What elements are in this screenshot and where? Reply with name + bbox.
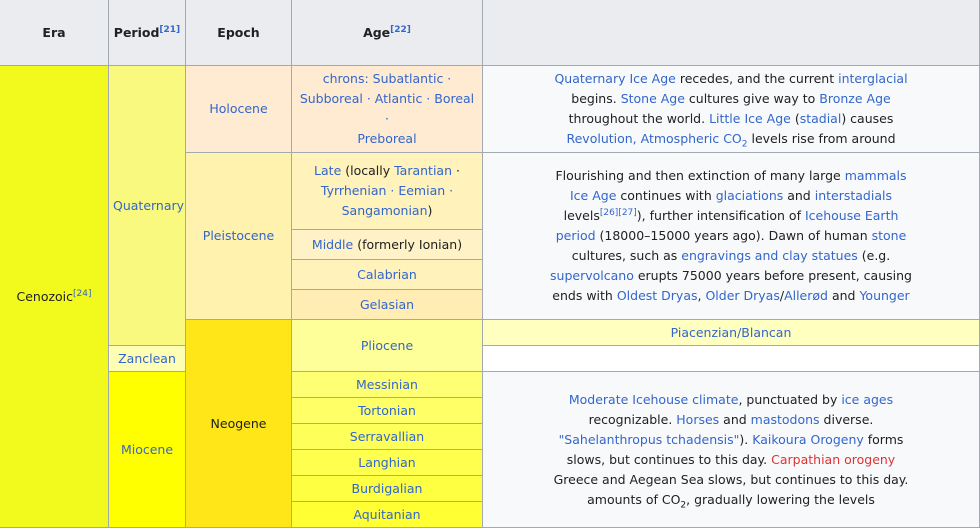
event-text: , punctuated by: [738, 391, 842, 407]
epoch-miocene: [109, 372, 186, 528]
event-text: continues with: [616, 188, 716, 203]
age-piacenzian-link[interactable]: Piacenzian/Blancan: [670, 324, 792, 340]
epoch-holocene: [186, 66, 292, 153]
event-text: ) causes: [841, 111, 894, 126]
age-zanclean-link[interactable]: Zanclean: [118, 350, 176, 366]
ref-link[interactable]: [21]: [159, 24, 181, 35]
age-piacenzian: [483, 320, 980, 346]
header-age: Age[22]: [292, 0, 483, 66]
event-text: throughout the world.: [568, 111, 710, 126]
row-holocene: [0, 66, 980, 153]
period-quaternary-link[interactable]: Quaternary: [113, 197, 185, 213]
row-messinian: [0, 372, 980, 398]
event-link[interactable]: period: [555, 228, 596, 243]
event-link[interactable]: Oldest Dryas: [616, 288, 698, 303]
event-link[interactable]: Little Ice Age: [709, 111, 791, 126]
event-text: /: [779, 288, 785, 303]
age-calabrian: [292, 260, 483, 290]
events-pleistocene: [483, 153, 980, 320]
age-aquitanian-link[interactable]: Aquitanian: [353, 506, 421, 522]
age-chrons-line1[interactable]: chrons: Subatlantic ·: [322, 71, 452, 86]
epoch-pliocene-link[interactable]: Pliocene: [360, 337, 414, 353]
age-serravallian: [292, 424, 483, 450]
event-text: cultures give way to: [684, 91, 820, 106]
age-tyrrhenian-eemian-link[interactable]: Tyrrhenian · Eemian ·: [320, 183, 454, 198]
event-link[interactable]: glaciations: [715, 188, 784, 203]
age-serravallian-link[interactable]: Serravallian: [349, 428, 425, 444]
event-link[interactable]: Icehouse Earth: [804, 208, 899, 223]
event-link[interactable]: ice ages: [841, 391, 894, 407]
age-holocene-chrons: [292, 66, 483, 153]
epoch-pleistocene: [186, 153, 292, 320]
event-link[interactable]: Ice Age: [570, 188, 617, 203]
age-chrons-line2[interactable]: Subboreal · Atlantic · Boreal ·: [299, 91, 475, 126]
age-calabrian-link[interactable]: Calabrian: [357, 266, 417, 282]
age-zanclean: [109, 346, 186, 372]
event-link[interactable]: Kaikoura Orogeny: [752, 431, 864, 447]
age-tarantian-link[interactable]: Tarantian: [394, 163, 452, 178]
header-events: [483, 0, 980, 66]
event-text: (: [790, 111, 800, 126]
ref-link[interactable]: [26][27]: [599, 207, 637, 218]
event-text: (18000–15000 years ago). Dawn of human: [595, 228, 872, 243]
event-link-missing[interactable]: Carpathian orogeny: [771, 451, 896, 467]
age-aquitanian: [292, 502, 483, 528]
event-link[interactable]: Allerød: [784, 288, 828, 303]
event-text: and: [827, 288, 860, 303]
event-text: erupts 75000 years before present, causing: [633, 268, 912, 283]
event-link[interactable]: Revolution, Atmospheric CO: [566, 131, 742, 146]
event-link[interactable]: "Sahelanthropus tchadensis": [558, 431, 740, 447]
event-text: ), further intensification of: [636, 208, 805, 223]
event-text: recognizable.: [588, 411, 677, 427]
ref-link[interactable]: [22]: [390, 24, 411, 35]
age-messinian-link[interactable]: Messinian: [356, 376, 418, 392]
age-middle: Middle (formerly Ionian): [292, 230, 483, 260]
event-text: and: [783, 188, 815, 203]
event-link[interactable]: Younger: [859, 288, 910, 303]
epoch-pliocene: [292, 320, 483, 372]
event-text: slows, but continues to this day.: [566, 451, 772, 467]
event-link[interactable]: Quaternary Ice Age: [554, 71, 676, 86]
event-link[interactable]: mammals: [844, 168, 907, 183]
event-link[interactable]: interglacial: [838, 71, 908, 86]
event-link[interactable]: supervolcano: [550, 268, 634, 283]
ref-link[interactable]: [24]: [73, 288, 92, 299]
event-text: , gradually lowering the levels: [686, 491, 875, 507]
events-holocene: [483, 66, 980, 153]
period-neogene: [186, 320, 292, 528]
event-text: levels rise from around: [747, 131, 896, 146]
era-cenozoic-link[interactable]: Cenozoic: [16, 288, 74, 304]
event-text: cultures, such as: [571, 248, 682, 263]
event-text: amounts of CO: [587, 491, 681, 507]
event-text: Greece and Aegean Sea slows, but continues to this day.: [553, 471, 909, 487]
age-chrons-line3[interactable]: Preboreal: [357, 131, 417, 146]
event-link[interactable]: mastodons: [750, 411, 820, 427]
event-link[interactable]: stadial: [799, 111, 842, 126]
events-miocene: Moderate Icehouse climate, punctuated by ice ages recognizable. Horses and mastodons diverse. "Sahelanthropus tchadensis"). Kaikoura Orogeny forms slows, but continues to this day. Carpathian orogeny Greece and Aegean Sea slows, but continues to this day. amounts of $CO_2$, gradually lowering the levels: [483, 372, 980, 528]
row-zanclean: [0, 346, 980, 372]
event-text: diverse.: [819, 411, 874, 427]
age-messinian: [292, 372, 483, 398]
epoch-miocene-link[interactable]: Miocene: [120, 441, 174, 457]
era-cenozoic-cell: [0, 66, 109, 528]
age-tortonian-link[interactable]: Tortonian: [358, 402, 416, 418]
age-burdigalian-link[interactable]: Burdigalian: [351, 480, 423, 496]
event-text: Flourishing and then extinction of many large: [555, 168, 845, 183]
event-link[interactable]: Older Dryas: [705, 288, 780, 303]
event-text: ).: [739, 431, 753, 447]
age-tortonian: [292, 398, 483, 424]
age-gelasian-link[interactable]: Gelasian: [359, 296, 415, 312]
age-sangamonian-link[interactable]: Sangamonian: [341, 203, 428, 218]
event-text: forms: [863, 431, 904, 447]
header-era: Era: [0, 0, 109, 66]
period-neogene-link[interactable]: Neogene: [210, 415, 267, 431]
age-burdigalian: [292, 476, 483, 502]
event-link[interactable]: 2: [741, 139, 748, 150]
event-text: ,: [697, 288, 706, 303]
event-link[interactable]: engravings and clay statues: [681, 248, 858, 263]
age-late-pleistocene: Late (locally Tarantian · Tyrrhenian · Eemian · Sangamonian): [292, 153, 483, 230]
age-langhian: [292, 450, 483, 476]
period-quaternary: [109, 66, 186, 346]
header-epoch: Epoch: [186, 0, 292, 66]
age-gelasian: [292, 290, 483, 320]
header-row: [0, 0, 980, 66]
epoch-pleistocene-link[interactable]: Pleistocene: [202, 228, 275, 243]
age-late-link[interactable]: Late: [314, 163, 342, 178]
event-text: and: [719, 411, 751, 427]
event-text: begins.: [571, 91, 621, 106]
header-period: Period[21]: [109, 0, 186, 66]
event-link[interactable]: Stone Age: [620, 91, 685, 106]
age-langhian-link[interactable]: Langhian: [358, 454, 416, 470]
event-link[interactable]: interstadials: [814, 188, 892, 203]
event-text: recedes, and the current: [675, 71, 839, 86]
event-link[interactable]: Horses: [676, 411, 720, 427]
event-link[interactable]: Moderate Icehouse climate: [568, 391, 739, 407]
event-text: ends with: [552, 288, 617, 303]
age-middle-link[interactable]: Middle: [311, 236, 354, 252]
event-link[interactable]: Bronze Age: [819, 91, 891, 106]
event-text: (e.g.: [857, 248, 891, 263]
epoch-holocene-link[interactable]: Holocene: [209, 101, 268, 116]
event-text: levels: [563, 208, 600, 223]
event-link[interactable]: stone: [871, 228, 907, 243]
